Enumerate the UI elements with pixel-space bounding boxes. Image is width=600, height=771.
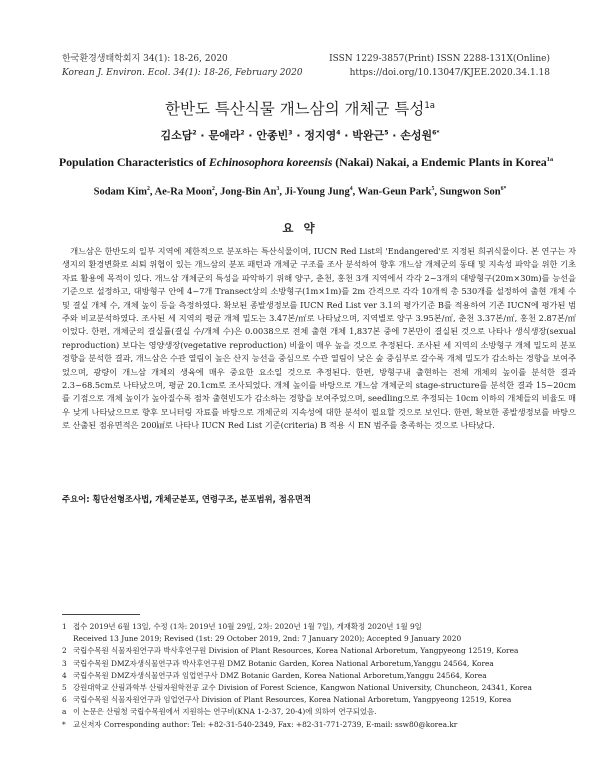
author-affiliation-mark: 4: [349, 186, 353, 192]
author-affiliation-mark: 6*: [500, 186, 507, 192]
footnote-divider: [62, 614, 140, 615]
footnote-item: [62, 621, 582, 633]
footnote-mark: 5: [62, 683, 67, 693]
keywords-list: 횡단선형조사법, 개체군분포, 연령구조, 분포범위, 점유면적: [92, 494, 312, 504]
author-affiliation-mark: 3: [288, 129, 293, 137]
footnote-item: [62, 694, 582, 706]
author-separator: ,: [279, 186, 285, 198]
footnote-mark: [62, 633, 73, 645]
footnote-text: 국립수목원 DMZ자생식물연구과 임업연구사 DMZ Botanic Garden, Korea National Arboretum,Yanggu 24564, Korea: [73, 670, 487, 680]
author-name: 안종빈: [256, 129, 289, 142]
footnote-item: [62, 670, 582, 682]
doi-link[interactable]: https://doi.org/10.13047/KJEE.2020.34.1.18: [349, 68, 550, 78]
author-name: 정지영: [304, 129, 337, 142]
author-separator: ·: [196, 129, 209, 142]
issn: ISSN 1229-3857(Print) ISSN 2288-131X(Online): [329, 54, 550, 64]
footnote-text: 강원대학교 산림과학부 산림자원학전공 교수 Division of Forest Science, Kangwon National University, Chuncheon, 24341, Korea: [73, 683, 532, 693]
title-korean-text: 한반도 특산식물 개느삼의 개체군 특성: [165, 100, 425, 118]
footnote-item: [62, 633, 582, 645]
title-korean: [0, 97, 600, 119]
author-separator: ·: [292, 129, 305, 142]
title-english: [40, 155, 572, 170]
author-affiliation-mark: 5: [431, 186, 435, 192]
keywords: [62, 493, 311, 505]
author-affiliation-mark: 3: [276, 186, 280, 192]
footnote-mark: 1: [62, 622, 67, 631]
author-name: Sodam Kim: [93, 186, 147, 198]
author-separator: ·: [388, 129, 401, 142]
authors-korean: [0, 127, 600, 143]
footnote-text: 국립수목원 식물자원연구과 임업연구사 Division of Plant Resources, Korea National Arboretum, Yangpyeong 12519, Korea: [73, 695, 512, 705]
author-name: 문애라: [208, 129, 241, 142]
abstract-body: 개느삼은 한반도의 일부 지역에 제한적으로 분포하는 특산식물이며, IUCN Red List의 'Endangered'로 지정된 희귀식물이다. 본 연구는 자생지의 환경변화로 쇠퇴 위협이 있는 개느삼의 분포 패턴과 개체군 구조를 조사 분석하여 향후 개느삼 개체군의 동태 및 지속성 파악을 위한 기초 자료 활용에 목적이 있다. 개느삼 개체군의 특성을 파악하기 위해 양구, 춘천, 홍천 3개 지역에서 각각 2~3개의 대방형구(20m×30m)를 능선을 기준으로 설정하고, 대방형구 안에 4~7개 Transect상의 소방형구(1m×1m)를 2m 간격으로 각각 10개씩 총 530개를 설정하여 출현 개체 수 및 결실 개체 수, 개체 높이 등을 측정하였다. 확보된 종발생정보를 IUCN Red List ver 3.1의 평가기준 B를 적용하여 기존 IUCN에 평가된 범주와 비교분석하였다. 조사된 세 지역의 평균 개체 밀도는 3.47본/㎡로 나타났으며, 지역별로 양구 3.95본/㎡, 춘천 3.37본/㎡, 홍천 2.87본/㎡이었다. 한편, 개체군의 결실률(결실 수/개체 수)은 0.0038으로 전체 출현 개체 1,837본 중에 7본만이 결실된 것으로 나타나 생식생장(sexual reproduction) 보다는 영양생장(vegetative reproduction) 비율이 매우 높을 것으로 추정된다. 조사된 세 지역의 소방형구 개체 밀도의 분포 경향을 분석한 결과, 개느삼은 수관 열림이 높은 산지 능선을 중심으로 수관 열림이 낮은 숲 중심부로 갈수록 개체 밀도가 감소하는 경향을 보여주었으며, 광량이 개느삼 개체의 생육에 매우 중요한 요소일 것으로 추정된다. 한편, 방형구내 출현하는 전체 개체의 높이를 분석한 결과 2.3~68.5cm로 나타났으며, 평균 20.1cm로 조사되었다. 개체 높이를 바탕으로 개느삼 개체군의 stage-structure를 분석한 결과 15~20cm를 기점으로 개체 높이가 높아질수록 점차 출현빈도가 감소하는 경향을 보여주었으며, seedling으로 추정되는 10cm 이하의 개체들의 비율도 매우 낮게 나타났으므로 향후 모니터링 자료를 바탕으로 개체군의 지속성에 대한 분석이 필요할 것으로 보인다. 한편, 확보한 종발생정보를 바탕으로 산출된 점유면적은 200㎢로 나타나 IUCN Red List 기준(criteria) B 적용 시 EN 범주를 충족하는 것으로 나타났다.: [62, 246, 576, 431]
journal-citation-en: Korean J. Environ. Ecol. 34(1): 18-26, February 2020: [62, 68, 303, 78]
journal-header-right: [329, 52, 550, 80]
author-separator: ·: [244, 129, 257, 142]
author-name: Ji-Young Jung: [284, 186, 350, 198]
author-separator: ,: [149, 186, 155, 198]
footnotes: [62, 621, 582, 731]
author-name: 김소담: [160, 129, 193, 142]
author-name: Wan-Geun Park: [357, 186, 432, 198]
title-english-footnote-mark: 1a: [546, 156, 554, 163]
title-english-pre: Population Characteristics of: [58, 155, 209, 169]
footnote-text: 국립수목원 식물자원연구과 박사후연구원 Division of Plant Resources, Korea National Arboretum, Yangpyeong 12519, Korea: [73, 646, 519, 656]
author-affiliation-mark: 6*: [432, 129, 440, 137]
footnote-mark: 2: [62, 646, 67, 656]
author-affiliation-mark: 2: [212, 186, 215, 192]
authors-english: [0, 186, 600, 198]
author-separator: ,: [352, 186, 358, 198]
author-affiliation-mark: 4: [336, 129, 341, 137]
footnote-item: [62, 706, 582, 718]
abstract-heading: 요 약: [282, 221, 318, 235]
title-english-post: (Nakai) Nakai, a Endemic Plants in Korea: [332, 155, 547, 169]
footnote-mark: *: [62, 719, 66, 729]
footnote-text: 국립수목원 DMZ자생식물연구과 박사후연구원 DMZ Botanic Garden, Korea National Arboretum,Yanggu 24564, Korea: [73, 658, 494, 668]
author-affiliation-mark: 2: [147, 186, 150, 192]
author-separator: ·: [340, 129, 353, 142]
footnote-item: [62, 719, 582, 731]
footnote-text: 접수 2019년 6월 13일, 수정 (1차: 2019년 10월 29일, 2차: 2020년 1월 7일), 게재확정 2020년 1월 9일: [73, 622, 422, 631]
author-affiliation-mark: 5: [384, 129, 389, 137]
footnote-mark: 3: [62, 658, 67, 668]
footnote-mark: a: [62, 707, 67, 717]
footnote-text: Received 13 June 2019; Revised (1st: 29 October 2019, 2nd: 7 January 2020); Accepted 9 January 2020: [73, 634, 462, 644]
species-name: Echinosophora koreensis: [208, 155, 333, 169]
author-name: Jong-Bin An: [220, 186, 277, 198]
footnote-mark: 4: [62, 670, 67, 680]
author-name: 박완근: [352, 129, 385, 142]
keywords-label: 주요어:: [62, 494, 90, 504]
author-affiliation-mark: 2: [240, 129, 245, 137]
author-separator: ,: [434, 186, 440, 198]
author-name: Ae-Ra Moon: [154, 186, 213, 198]
footnote-mark: 6: [62, 695, 67, 705]
author-name: 손성원: [400, 129, 433, 142]
author-name: Sungwon Son: [439, 186, 501, 198]
footnote-text: 교신저자 Corresponding author: Tel: +82-31-540-2349, Fax: +82-31-771-2739, E-mail: ssw80@korea.kr: [73, 719, 458, 729]
footnote-item: [62, 658, 582, 670]
author-separator: ,: [214, 186, 221, 198]
title-korean-footnote-mark: 1a: [424, 100, 435, 111]
footnote-item: [62, 682, 582, 694]
author-affiliation-mark: 2: [192, 129, 197, 137]
footnote-item: [62, 645, 582, 657]
footnote-text: 이 논문은 산림청 국립수목원에서 지원하는 연구비(KNA 1-2-37, 20-4)에 의하여 연구되었음.: [73, 707, 377, 717]
journal-citation-ko: 한국환경생태학회지 34(1): 18-26, 2020: [62, 54, 228, 64]
journal-header-left: [62, 52, 303, 80]
